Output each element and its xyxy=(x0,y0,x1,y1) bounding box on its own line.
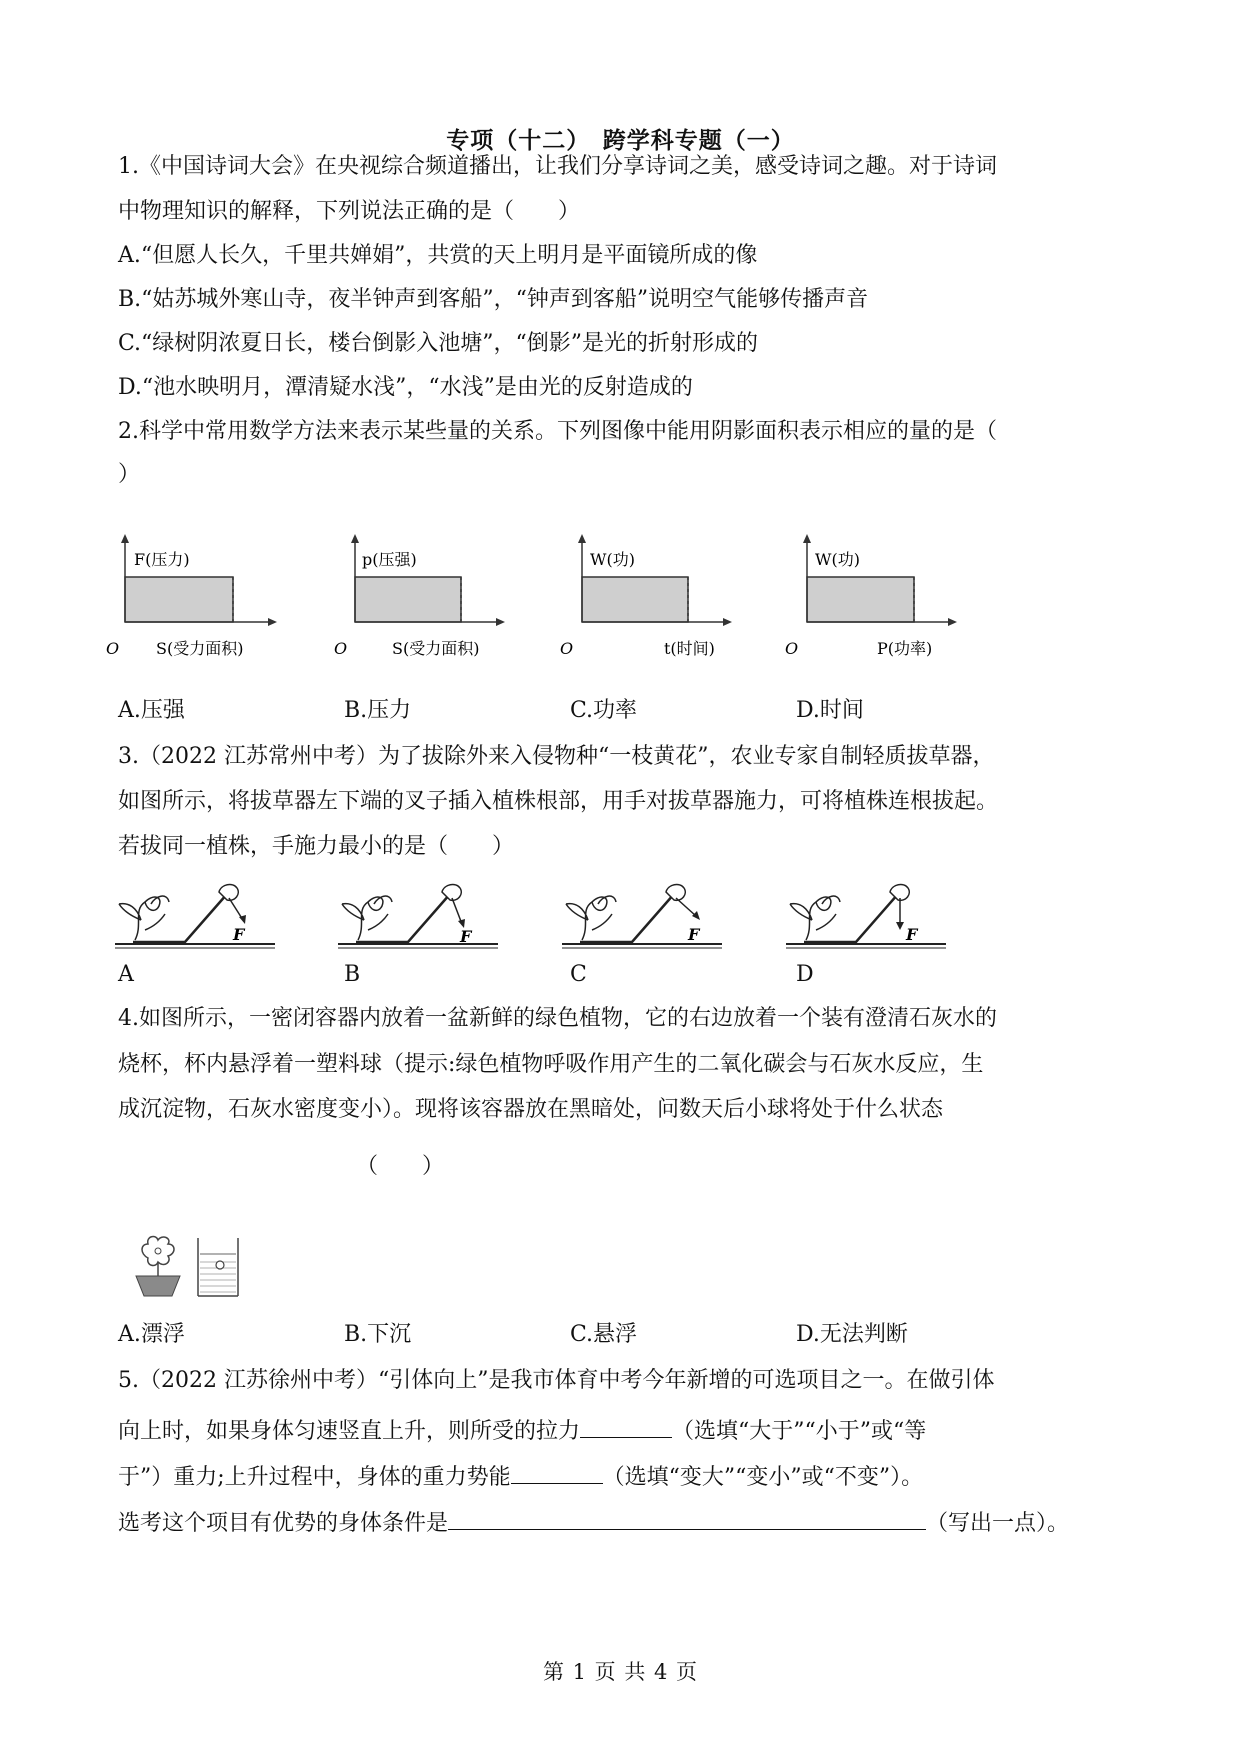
q3-option-d: D xyxy=(796,962,814,987)
q5-stem-line1: 5.（2022 江苏徐州中考）“引体向上”是我市体育中考今年新增的可选项目之一。在做引体 xyxy=(118,1368,995,1393)
q2-graph-d xyxy=(785,530,975,665)
q5-line2-text-b: （选填“大于”“小于”或“等 xyxy=(672,1419,927,1444)
q4-answer-parentheses: （ ） xyxy=(356,1154,445,1179)
q1-stem-line2: 中物理知识的解释，下列说法正确的是（ ） xyxy=(118,199,581,224)
q1-option-b: B.“姑苏城外寒山寺，夜半钟声到客船”，“钟声到客船”说明空气能够传播声音 xyxy=(118,287,869,312)
q2-graph-b-ylabel: p(压强) xyxy=(362,550,417,569)
q3-figure-b-force: F xyxy=(460,927,472,946)
q3-option-b: B xyxy=(344,962,361,987)
q2-graph-a-xlabel: S(受力面积) xyxy=(156,639,244,658)
q2-graph-a-ylabel: F(压力) xyxy=(134,550,190,569)
q3-figure-c-force: F xyxy=(688,925,700,944)
q2-stem-line1: 2.科学中常用数学方法来表示某些量的关系。下列图像中能用阴影面积表示相应的量的是（ xyxy=(118,419,997,444)
q2-graph-d-xlabel: P(功率) xyxy=(877,639,933,658)
q2-graph-c-xlabel: t(时间) xyxy=(664,639,715,658)
q5-line4-text-b: （写出一点）。 xyxy=(926,1511,1070,1536)
q3-stem-line3: 若拔同一植株，手施力最小的是（ ） xyxy=(118,834,515,859)
q1-option-c: C.“绿树阴浓夏日长，楼台倒影入池塘”，“倒影”是光的折射形成的 xyxy=(118,331,759,356)
q3-figure-d-force: F xyxy=(906,925,918,944)
q5-blank-3[interactable] xyxy=(448,1505,926,1530)
q3-figure-b xyxy=(338,880,508,955)
q1-option-a: A.“但愿人长久，千里共婵娟”，共赏的天上明月是平面镜所成的像 xyxy=(118,243,758,268)
q2-option-d: D.时间 xyxy=(796,698,864,723)
q4-option-a: A.漂浮 xyxy=(118,1322,185,1347)
q4-figure-plant-and-beaker xyxy=(128,1232,258,1302)
q2-graph-d-ylabel: W(功) xyxy=(815,550,860,569)
q3-figure-a xyxy=(115,880,285,955)
q4-option-d: D.无法判断 xyxy=(796,1322,908,1347)
q2-option-c: C.功率 xyxy=(570,698,638,723)
q2-graph-d-origin: O xyxy=(785,639,799,658)
q5-line3-text-a: 于”）重力;上升过程中，身体的重力势能 xyxy=(118,1465,511,1490)
q5-line4-text-a: 选考这个项目有优势的身体条件是 xyxy=(118,1511,449,1536)
q5-blank-2[interactable] xyxy=(511,1459,603,1484)
q4-stem-line1: 4.如图所示，一密闭容器内放着一盆新鲜的绿色植物，它的右边放着一个装有澄清石灰水的 xyxy=(118,1006,997,1031)
q2-graph-c-ylabel: W(功) xyxy=(590,550,635,569)
q3-stem-line2: 如图所示，将拔草器左下端的叉子插入植株根部，用手对拔草器施力，可将植株连根拔起。 xyxy=(118,789,999,814)
q3-figure-a-force: F xyxy=(233,925,245,944)
q4-stem-line3: 成沉淀物，石灰水密度变小）。现将该容器放在黑暗处，问数天后小球将处于什么状态 xyxy=(118,1097,944,1122)
q4-stem-line2: 烧杯，杯内悬浮着一塑料球（提示:绿色植物呼吸作用产生的二氧化碳会与石灰水反应，生 xyxy=(118,1052,984,1077)
q2-graph-b-origin: O xyxy=(334,639,348,658)
q3-figure-d xyxy=(786,880,956,955)
q2-option-b: B.压力 xyxy=(344,698,412,723)
q2-graph-a-origin: O xyxy=(106,639,120,658)
q1-option-d: D.“池水映明月，潭清疑水浅”，“水浅”是由光的反射造成的 xyxy=(118,375,693,400)
q3-option-c: C xyxy=(570,962,587,987)
q2-graph-a xyxy=(106,530,296,665)
q5-stem-line2 xyxy=(118,1413,926,1447)
q4-option-b: B.下沉 xyxy=(344,1322,412,1347)
q1-stem-line1: 1.《中国诗词大会》在央视综合频道播出，让我们分享诗词之美，感受诗词之趣。对于诗词 xyxy=(118,154,997,179)
q2-graph-b xyxy=(334,530,524,665)
page-title: 专项（十二） 跨学科专题（一） xyxy=(446,127,795,154)
q4-option-c: C.悬浮 xyxy=(570,1322,638,1347)
q2-graph-c-origin: O xyxy=(560,639,574,658)
q5-line2-text-a: 向上时，如果身体匀速竖直上升，则所受的拉力 xyxy=(118,1419,581,1444)
q5-line3-text-b: （选填“变大”“变小”或“不变”）。 xyxy=(602,1465,924,1490)
q3-figure-c xyxy=(562,880,732,955)
q3-stem-line1: 3.（2022 江苏常州中考）为了拔除外来入侵物种“一枝黄花”，农业专家自制轻质拔草器， xyxy=(118,744,995,769)
q2-graph-b-xlabel: S(受力面积) xyxy=(392,639,480,658)
q2-stem-line2: ） xyxy=(118,462,141,487)
q5-stem-line3 xyxy=(118,1459,923,1493)
q5-stem-line4 xyxy=(118,1505,1069,1539)
q3-option-a: A xyxy=(118,962,134,987)
q5-blank-1[interactable] xyxy=(580,1413,672,1438)
q2-option-a: A.压强 xyxy=(118,698,185,723)
page-footer: 第 1 页 共 4 页 xyxy=(542,1660,699,1684)
q2-graph-c xyxy=(560,530,750,665)
